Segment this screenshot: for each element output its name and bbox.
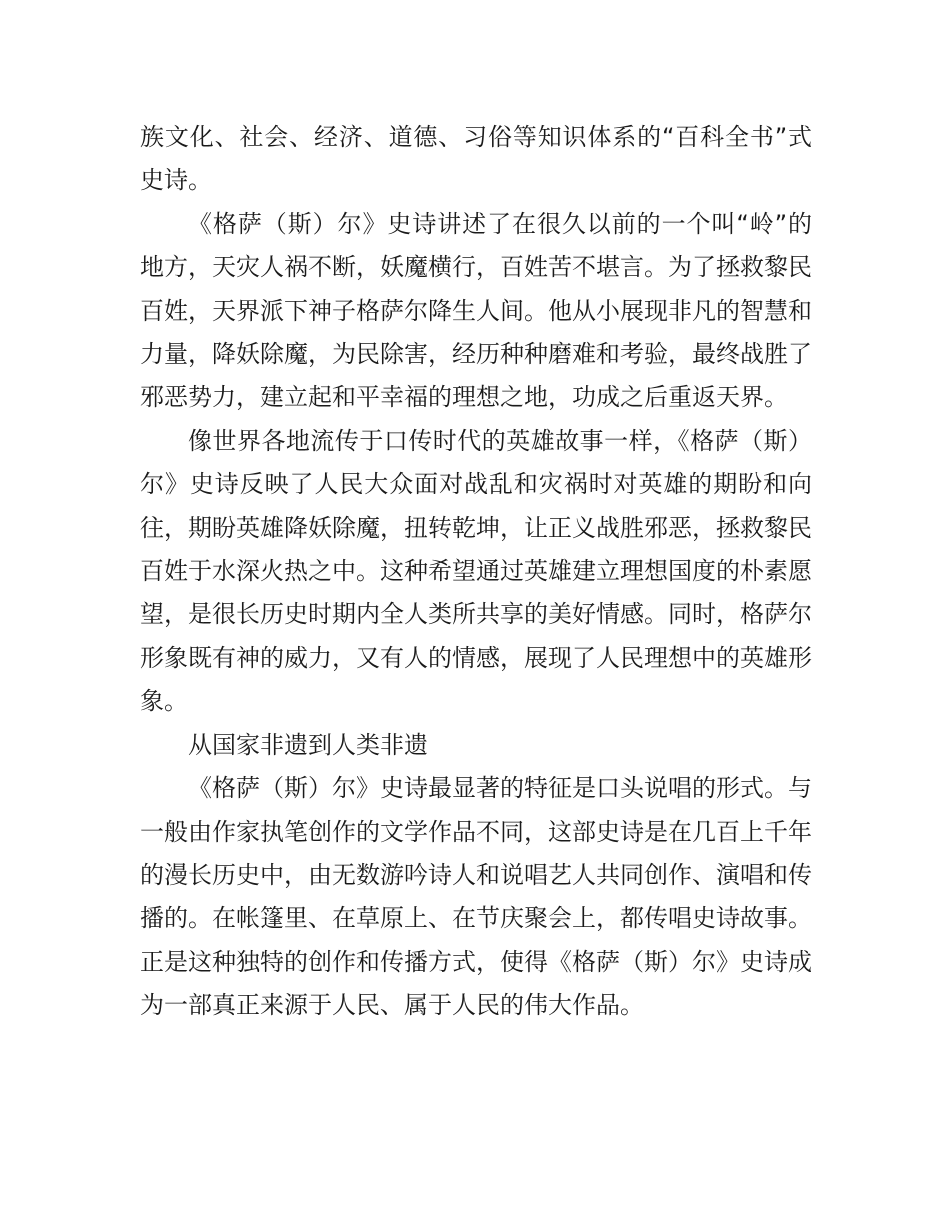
paragraph-hero-meaning: 像世界各地流传于口传时代的英雄故事一样，《格萨（斯）尔》史诗反映了人民大众面对战乱和灾祸时对英雄的期盼和向往，期盼英雄降妖除魔，扭转乾坤，让正义战胜邪恶，拯救黎民百姓于水深火热之中。这种希望通过英雄建立理想国度的朴素愿望，是很长历史时期内全人类所共享的美好情感。同时，格萨尔形象既有神的威力，又有人的情感，展现了人民理想中的英雄形象。 <box>140 426 812 716</box>
paragraph-continuation: 族文化、社会、经济、道德、习俗等知识体系的“百科全书”式史诗。 <box>140 123 812 195</box>
paragraph-story-summary: 《格萨（斯）尔》史诗讲述了在很久以前的一个叫“岭”的地方，天灾人祸不断，妖魔横行，百姓苦不堪言。为了拯救黎民百姓，天界派下神子格萨尔降生人间。他从小展现非凡的智慧和力量，降妖除魔，为民除害，经历种种磨难和考验，最终战胜了邪恶势力，建立起和平幸福的理想之地，功成之后重返天界。 <box>140 209 812 412</box>
section-heading: 从国家非遗到人类非遗 <box>188 730 428 759</box>
paragraph-oral-tradition: 《格萨（斯）尔》史诗最显著的特征是口头说唱的形式。与一般由作家执笔创作的文学作品不同，这部史诗是在几百上千年的漫长历史中，由无数游吟诗人和说唱艺人共同创作、演唱和传播的。在帐篷里、在草原上、在节庆聚会上，都传唱史诗故事。正是这种独特的创作和传播方式，使得《格萨（斯）尔》史诗成为一部真正来源于人民、属于人民的伟大作品。 <box>140 774 812 1020</box>
document-body <box>140 116 812 1028</box>
